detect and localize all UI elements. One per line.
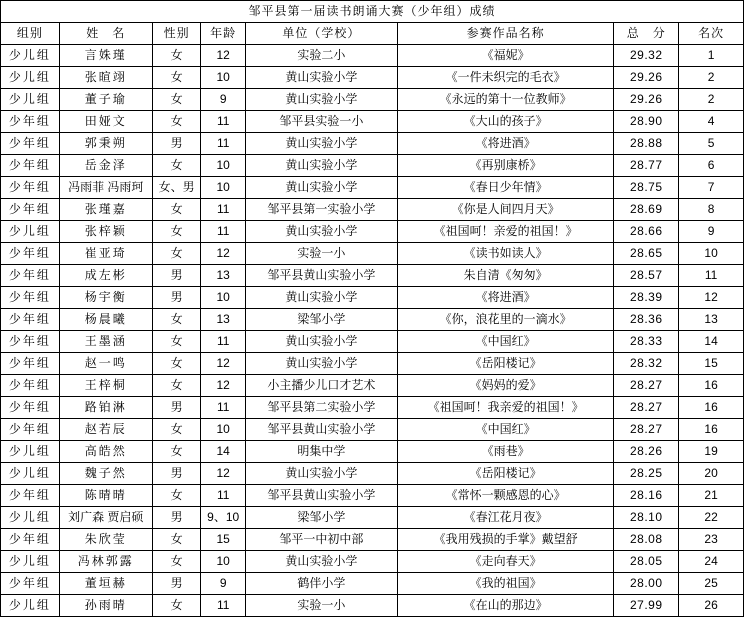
cell-group: 少年组 bbox=[1, 265, 60, 287]
column-header-unit: 单位（学校） bbox=[245, 23, 397, 45]
cell-score: 28.05 bbox=[614, 551, 679, 573]
table-header-row bbox=[1, 23, 744, 45]
cell-rank: 21 bbox=[679, 485, 744, 507]
cell-gender: 女 bbox=[152, 353, 201, 375]
cell-unit: 邹平县黄山实验小学 bbox=[245, 265, 397, 287]
cell-name: 杨宇衡 bbox=[59, 287, 152, 309]
cell-group: 少年组 bbox=[1, 419, 60, 441]
table-row bbox=[1, 375, 744, 397]
table-row bbox=[1, 111, 744, 133]
cell-work: 《将进酒》 bbox=[397, 133, 614, 155]
cell-work: 《你，浪花里的一滴水》 bbox=[397, 309, 614, 331]
table-row bbox=[1, 507, 744, 529]
cell-score: 28.27 bbox=[614, 397, 679, 419]
cell-age: 9 bbox=[201, 89, 246, 111]
cell-group: 少年组 bbox=[1, 375, 60, 397]
cell-name: 董子瑜 bbox=[59, 89, 152, 111]
cell-unit: 邹平县黄山实验小学 bbox=[245, 485, 397, 507]
cell-gender: 女 bbox=[152, 111, 201, 133]
cell-name: 冯雨菲 冯雨珂 bbox=[59, 177, 152, 199]
cell-unit: 黄山实验小学 bbox=[245, 221, 397, 243]
cell-group: 少年组 bbox=[1, 573, 60, 595]
cell-work: 《岳阳楼记》 bbox=[397, 463, 614, 485]
column-header-group: 组别 bbox=[1, 23, 60, 45]
cell-unit: 黄山实验小学 bbox=[245, 551, 397, 573]
cell-rank: 13 bbox=[679, 309, 744, 331]
cell-group: 少年组 bbox=[1, 353, 60, 375]
cell-unit: 梁邹小学 bbox=[245, 309, 397, 331]
cell-work: 《春日少年情》 bbox=[397, 177, 614, 199]
cell-name: 言姝瑾 bbox=[59, 45, 152, 67]
cell-gender: 女 bbox=[152, 89, 201, 111]
cell-name: 朱欣莹 bbox=[59, 529, 152, 551]
cell-rank: 16 bbox=[679, 375, 744, 397]
cell-work: 《你是人间四月天》 bbox=[397, 199, 614, 221]
column-header-gender: 性别 bbox=[152, 23, 201, 45]
cell-unit: 梁邹小学 bbox=[245, 507, 397, 529]
cell-gender: 女 bbox=[152, 529, 201, 551]
cell-age: 11 bbox=[201, 111, 246, 133]
cell-gender: 女 bbox=[152, 595, 201, 617]
cell-work: 《祖国呵！亲爱的祖国！》 bbox=[397, 221, 614, 243]
table-row bbox=[1, 177, 744, 199]
cell-group: 少儿组 bbox=[1, 463, 60, 485]
cell-name: 赵一鸣 bbox=[59, 353, 152, 375]
cell-score: 29.26 bbox=[614, 89, 679, 111]
cell-name: 魏子然 bbox=[59, 463, 152, 485]
table-row bbox=[1, 419, 744, 441]
cell-group: 少年组 bbox=[1, 111, 60, 133]
table-row bbox=[1, 309, 744, 331]
cell-unit: 邹平县第二实验小学 bbox=[245, 397, 397, 419]
cell-unit: 邹平县黄山实验小学 bbox=[245, 419, 397, 441]
table-row bbox=[1, 199, 744, 221]
cell-work: 《将进酒》 bbox=[397, 287, 614, 309]
cell-age: 10 bbox=[201, 155, 246, 177]
cell-unit: 黄山实验小学 bbox=[245, 287, 397, 309]
table-body bbox=[1, 45, 744, 617]
cell-unit: 黄山实验小学 bbox=[245, 89, 397, 111]
cell-name: 张梓颖 bbox=[59, 221, 152, 243]
cell-gender: 女 bbox=[152, 45, 201, 67]
table-row bbox=[1, 45, 744, 67]
cell-group: 少儿组 bbox=[1, 507, 60, 529]
cell-group: 少年组 bbox=[1, 397, 60, 419]
cell-work: 《我用残损的手掌》戴望舒 bbox=[397, 529, 614, 551]
cell-gender: 男 bbox=[152, 573, 201, 595]
cell-gender: 女 bbox=[152, 67, 201, 89]
cell-gender: 女 bbox=[152, 441, 201, 463]
cell-age: 11 bbox=[201, 331, 246, 353]
cell-gender: 男 bbox=[152, 265, 201, 287]
cell-score: 28.77 bbox=[614, 155, 679, 177]
cell-gender: 男 bbox=[152, 287, 201, 309]
cell-age: 12 bbox=[201, 243, 246, 265]
cell-group: 少年组 bbox=[1, 331, 60, 353]
table-row bbox=[1, 155, 744, 177]
cell-age: 12 bbox=[201, 463, 246, 485]
cell-work: 《雨巷》 bbox=[397, 441, 614, 463]
cell-rank: 15 bbox=[679, 353, 744, 375]
cell-gender: 女、男 bbox=[152, 177, 201, 199]
cell-gender: 女 bbox=[152, 309, 201, 331]
cell-work: 《一件未织完的毛衣》 bbox=[397, 67, 614, 89]
cell-unit: 邹平县实验一小 bbox=[245, 111, 397, 133]
cell-age: 11 bbox=[201, 595, 246, 617]
cell-work: 《永远的第十一位教师》 bbox=[397, 89, 614, 111]
table-row bbox=[1, 573, 744, 595]
cell-group: 少儿组 bbox=[1, 441, 60, 463]
cell-unit: 鹤伴小学 bbox=[245, 573, 397, 595]
cell-name: 崔亚琦 bbox=[59, 243, 152, 265]
cell-score: 28.69 bbox=[614, 199, 679, 221]
cell-work: 《常怀一颗感恩的心》 bbox=[397, 485, 614, 507]
cell-name: 赵若辰 bbox=[59, 419, 152, 441]
cell-group: 少年组 bbox=[1, 309, 60, 331]
table-row bbox=[1, 485, 744, 507]
cell-group: 少年组 bbox=[1, 485, 60, 507]
cell-name: 高皓然 bbox=[59, 441, 152, 463]
cell-rank: 22 bbox=[679, 507, 744, 529]
cell-score: 28.26 bbox=[614, 441, 679, 463]
cell-name: 张瑾嘉 bbox=[59, 199, 152, 221]
cell-age: 10 bbox=[201, 551, 246, 573]
cell-name: 岳金泽 bbox=[59, 155, 152, 177]
cell-name: 冯林郭露 bbox=[59, 551, 152, 573]
cell-name: 郭秉朔 bbox=[59, 133, 152, 155]
cell-score: 28.33 bbox=[614, 331, 679, 353]
cell-work: 《中国红》 bbox=[397, 331, 614, 353]
cell-name: 孙雨晴 bbox=[59, 595, 152, 617]
cell-unit: 实验二小 bbox=[245, 45, 397, 67]
cell-unit: 实验一小 bbox=[245, 243, 397, 265]
cell-work: 《大山的孩子》 bbox=[397, 111, 614, 133]
cell-name: 王梓桐 bbox=[59, 375, 152, 397]
cell-unit: 黄山实验小学 bbox=[245, 463, 397, 485]
cell-work: 《春江花月夜》 bbox=[397, 507, 614, 529]
cell-group: 少儿组 bbox=[1, 551, 60, 573]
table-row bbox=[1, 133, 744, 155]
cell-rank: 23 bbox=[679, 529, 744, 551]
table-row bbox=[1, 265, 744, 287]
cell-score: 28.90 bbox=[614, 111, 679, 133]
cell-group: 少年组 bbox=[1, 199, 60, 221]
table-row bbox=[1, 463, 744, 485]
cell-age: 14 bbox=[201, 441, 246, 463]
cell-gender: 女 bbox=[152, 331, 201, 353]
table-row bbox=[1, 529, 744, 551]
cell-rank: 7 bbox=[679, 177, 744, 199]
cell-score: 28.36 bbox=[614, 309, 679, 331]
cell-name: 杨晨曦 bbox=[59, 309, 152, 331]
cell-group: 少儿组 bbox=[1, 89, 60, 111]
table-row bbox=[1, 243, 744, 265]
cell-work: 朱自清《匆匆》 bbox=[397, 265, 614, 287]
cell-unit: 邹平一中初中部 bbox=[245, 529, 397, 551]
cell-work: 《中国红》 bbox=[397, 419, 614, 441]
page-title: 邹平县第一届读书朗诵大赛（少年组）成绩 bbox=[1, 1, 744, 23]
cell-unit: 黄山实验小学 bbox=[245, 155, 397, 177]
cell-gender: 男 bbox=[152, 507, 201, 529]
cell-score: 28.27 bbox=[614, 419, 679, 441]
table-row bbox=[1, 221, 744, 243]
cell-group: 少儿组 bbox=[1, 45, 60, 67]
cell-rank: 19 bbox=[679, 441, 744, 463]
cell-rank: 24 bbox=[679, 551, 744, 573]
cell-gender: 女 bbox=[152, 199, 201, 221]
cell-score: 28.39 bbox=[614, 287, 679, 309]
cell-age: 9、10 bbox=[201, 507, 246, 529]
cell-group: 少年组 bbox=[1, 243, 60, 265]
cell-score: 28.08 bbox=[614, 529, 679, 551]
column-header-work: 参赛作品名称 bbox=[397, 23, 614, 45]
cell-name: 董垣赫 bbox=[59, 573, 152, 595]
cell-unit: 黄山实验小学 bbox=[245, 67, 397, 89]
cell-work: 《在山的那边》 bbox=[397, 595, 614, 617]
cell-rank: 10 bbox=[679, 243, 744, 265]
cell-score: 28.57 bbox=[614, 265, 679, 287]
cell-gender: 女 bbox=[152, 221, 201, 243]
cell-age: 11 bbox=[201, 397, 246, 419]
cell-age: 11 bbox=[201, 485, 246, 507]
cell-unit: 实验一小 bbox=[245, 595, 397, 617]
cell-gender: 女 bbox=[152, 375, 201, 397]
table-row bbox=[1, 353, 744, 375]
cell-gender: 男 bbox=[152, 133, 201, 155]
cell-rank: 5 bbox=[679, 133, 744, 155]
cell-group: 少年组 bbox=[1, 529, 60, 551]
cell-rank: 12 bbox=[679, 287, 744, 309]
cell-work: 《走向春天》 bbox=[397, 551, 614, 573]
cell-age: 11 bbox=[201, 133, 246, 155]
cell-rank: 26 bbox=[679, 595, 744, 617]
cell-score: 28.00 bbox=[614, 573, 679, 595]
cell-age: 10 bbox=[201, 67, 246, 89]
table-row bbox=[1, 397, 744, 419]
cell-rank: 6 bbox=[679, 155, 744, 177]
cell-group: 少儿组 bbox=[1, 595, 60, 617]
cell-age: 10 bbox=[201, 287, 246, 309]
table-row bbox=[1, 595, 744, 617]
cell-score: 28.65 bbox=[614, 243, 679, 265]
cell-name: 张暄翊 bbox=[59, 67, 152, 89]
cell-age: 13 bbox=[201, 265, 246, 287]
table-title-row bbox=[1, 1, 744, 23]
cell-rank: 14 bbox=[679, 331, 744, 353]
cell-score: 28.10 bbox=[614, 507, 679, 529]
cell-score: 28.32 bbox=[614, 353, 679, 375]
cell-unit: 黄山实验小学 bbox=[245, 331, 397, 353]
cell-rank: 2 bbox=[679, 89, 744, 111]
cell-group: 少年组 bbox=[1, 133, 60, 155]
column-header-score: 总 分 bbox=[614, 23, 679, 45]
cell-rank: 9 bbox=[679, 221, 744, 243]
cell-age: 11 bbox=[201, 221, 246, 243]
table-row bbox=[1, 331, 744, 353]
cell-gender: 女 bbox=[152, 485, 201, 507]
cell-score: 28.25 bbox=[614, 463, 679, 485]
table-row bbox=[1, 67, 744, 89]
cell-group: 少儿组 bbox=[1, 221, 60, 243]
cell-unit: 小主播少儿口才艺术 bbox=[245, 375, 397, 397]
cell-age: 12 bbox=[201, 353, 246, 375]
cell-name: 王墨涵 bbox=[59, 331, 152, 353]
table-row bbox=[1, 551, 744, 573]
table-row bbox=[1, 89, 744, 111]
cell-gender: 女 bbox=[152, 243, 201, 265]
cell-age: 13 bbox=[201, 309, 246, 331]
table-row bbox=[1, 441, 744, 463]
cell-score: 29.32 bbox=[614, 45, 679, 67]
cell-unit: 黄山实验小学 bbox=[245, 177, 397, 199]
cell-unit: 邹平县第一实验小学 bbox=[245, 199, 397, 221]
cell-group: 少年组 bbox=[1, 287, 60, 309]
cell-work: 《岳阳楼记》 bbox=[397, 353, 614, 375]
cell-name: 成左彬 bbox=[59, 265, 152, 287]
cell-score: 27.99 bbox=[614, 595, 679, 617]
cell-score: 29.26 bbox=[614, 67, 679, 89]
cell-rank: 25 bbox=[679, 573, 744, 595]
column-header-age: 年龄 bbox=[201, 23, 246, 45]
cell-rank: 16 bbox=[679, 419, 744, 441]
cell-work: 《祖国呵！我亲爱的祖国！》 bbox=[397, 397, 614, 419]
cell-age: 15 bbox=[201, 529, 246, 551]
cell-rank: 4 bbox=[679, 111, 744, 133]
cell-age: 10 bbox=[201, 177, 246, 199]
cell-work: 《我的祖国》 bbox=[397, 573, 614, 595]
cell-unit: 黄山实验小学 bbox=[245, 133, 397, 155]
cell-gender: 女 bbox=[152, 551, 201, 573]
cell-name: 陈晴晴 bbox=[59, 485, 152, 507]
cell-age: 9 bbox=[201, 573, 246, 595]
cell-rank: 20 bbox=[679, 463, 744, 485]
cell-work: 《福妮》 bbox=[397, 45, 614, 67]
cell-gender: 男 bbox=[152, 463, 201, 485]
cell-gender: 女 bbox=[152, 419, 201, 441]
cell-unit: 明集中学 bbox=[245, 441, 397, 463]
cell-work: 《读书如读人》 bbox=[397, 243, 614, 265]
cell-age: 11 bbox=[201, 199, 246, 221]
cell-score: 28.16 bbox=[614, 485, 679, 507]
cell-rank: 11 bbox=[679, 265, 744, 287]
cell-score: 28.88 bbox=[614, 133, 679, 155]
column-header-name: 姓 名 bbox=[59, 23, 152, 45]
cell-group: 少年组 bbox=[1, 155, 60, 177]
column-header-rank: 名次 bbox=[679, 23, 744, 45]
table-row bbox=[1, 287, 744, 309]
cell-group: 少儿组 bbox=[1, 67, 60, 89]
cell-name: 路铂淋 bbox=[59, 397, 152, 419]
cell-age: 10 bbox=[201, 419, 246, 441]
cell-group: 少年组 bbox=[1, 177, 60, 199]
cell-gender: 男 bbox=[152, 397, 201, 419]
cell-score: 28.27 bbox=[614, 375, 679, 397]
cell-name: 刘广森 贾启硕 bbox=[59, 507, 152, 529]
cell-name: 田娅文 bbox=[59, 111, 152, 133]
cell-age: 12 bbox=[201, 375, 246, 397]
cell-work: 《妈妈的爱》 bbox=[397, 375, 614, 397]
cell-rank: 8 bbox=[679, 199, 744, 221]
cell-work: 《再别康桥》 bbox=[397, 155, 614, 177]
cell-rank: 2 bbox=[679, 67, 744, 89]
cell-age: 12 bbox=[201, 45, 246, 67]
cell-unit: 黄山实验小学 bbox=[245, 353, 397, 375]
cell-gender: 女 bbox=[152, 155, 201, 177]
cell-score: 28.75 bbox=[614, 177, 679, 199]
cell-rank: 16 bbox=[679, 397, 744, 419]
cell-rank: 1 bbox=[679, 45, 744, 67]
cell-score: 28.66 bbox=[614, 221, 679, 243]
